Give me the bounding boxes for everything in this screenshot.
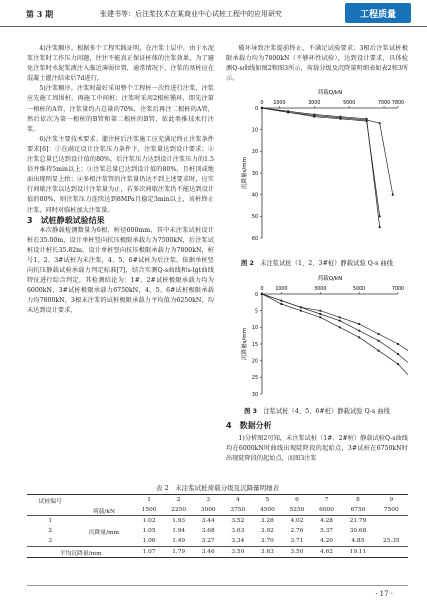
x-tick-label: 0 xyxy=(260,287,264,292)
data-point xyxy=(397,363,399,365)
paragraph: 5)注浆顺序。注浆时最好采用整个工程桩一次性进行注浆，注浆应先施工周围桩，再施工中间桩；注浆时采用2根桩循环，即先注第一根桩的A管，注浆量约占总量的70%，注浆后再注二根桩的A管，然后依次为第一根桩的B管和第二根桩的B管，依此类推技术行注浆。 xyxy=(27,85,214,133)
left-column xyxy=(27,44,214,317)
data-point xyxy=(379,122,381,124)
table-cell: 6750 xyxy=(341,505,374,516)
x-tick-label: 5000 xyxy=(353,287,366,292)
figure-3-chart xyxy=(226,272,408,400)
data-point xyxy=(319,316,321,318)
table-header xyxy=(73,495,134,506)
y-tick-label: 5 xyxy=(254,309,258,315)
data-point xyxy=(366,119,368,121)
table-cell: 3750 xyxy=(223,505,253,516)
y-tick-label: 0 xyxy=(254,106,258,112)
data-point xyxy=(377,350,379,352)
y-tick-label: 30 xyxy=(251,171,258,177)
x-tick-label: 3000 xyxy=(314,287,327,292)
x-tick-label: 1000 xyxy=(275,287,288,292)
table-cell: 2250 xyxy=(164,505,194,516)
y-tick-label: 50 xyxy=(251,215,258,221)
table-caption: 表 2 未注浆试桩荷载分级及沉降量明细表 xyxy=(155,484,280,492)
x-tick-label: 3000 xyxy=(308,101,321,106)
table-header: 4 xyxy=(223,495,253,506)
data-point xyxy=(313,114,315,116)
data-point xyxy=(379,226,381,228)
paragraph: 6)注浆主要技术要求。灌注桩后注浆施工应充满足终止注浆条件要求[6]：①在满足设计注浆压力条件下，注浆量达到设计要求；②注浆总量已达到设计值的80%，后注浆压力达到设计注浆压力的1.5倍并维持5min以上；③注浆总量已达到设计值的80%，且桩顶或地面出现明显上抬；④多根注浆管的注浆量仍达不到上述要求时，应实行间歇注浆以达到设计注浆量为止，若多次间歇注浆仍不能达到设计值的80%，则注浆压力连续达到8MPa且稳定3min以上，该桩终止注浆，同时对临桩加大注浆量。 xyxy=(27,135,214,214)
data-point xyxy=(377,333,379,335)
y-tick-label: 20 xyxy=(251,359,258,365)
y-tick-label: 10 xyxy=(251,326,258,332)
table-header: 试桩编号 xyxy=(27,495,73,506)
data-point xyxy=(339,316,341,318)
running-title: 张建书等：后注浆技术在某商业中心试桩工程中的应用研究 xyxy=(100,10,282,18)
data-point xyxy=(397,343,399,345)
section-heading: 4 数据分析 xyxy=(226,421,272,430)
table-cell: 3000 xyxy=(193,505,223,516)
series-line xyxy=(262,108,393,195)
data-point xyxy=(339,326,341,328)
table-row: 3 1.06 1.49 3.27 3.34 3.70 3.71 4.20 4.85 25.35 xyxy=(27,536,408,547)
data-table xyxy=(27,494,408,558)
data-point xyxy=(358,336,360,338)
series-line xyxy=(262,108,380,216)
table-cell: 7500 xyxy=(375,505,408,516)
y-tick-label: 40 xyxy=(251,193,258,199)
series-line xyxy=(262,294,408,381)
issue-number: 第 3 期 xyxy=(26,9,54,19)
table-cell: 5250 xyxy=(282,505,312,516)
figure-3-caption: 图 3 注浆试桩（4、5、6#桩）静载试验 Q-s 曲线 xyxy=(244,408,390,415)
table-cell: 6000 xyxy=(312,505,342,516)
paragraph: 本次静载检测数量为6根，桩径600mm，其中未注浆试桩设计桩长35.00m，设计单桩竖向抗压极限承载力为7500kN，后注浆试桩设计桩长35.82m，设计单桩竖向抗压极限承载力为7800kN，桩号1、2、3#试桩为未注浆，4、5、6#试桩为后注浆。依据单桩竖向抗压静载试验承载力判定标准[7]，结合实测Q-s曲线和s-lgt曲线特征进行综合判定，其检测结论为：1#、2#试桩极限承载力均为6000kN，3#试桩极限承载力6750kN，4、5、6#试桩极限承载力均7800kN，3根未注浆的试桩极限承载力平均值为6250kN，均未达到设计要求， xyxy=(27,226,214,315)
y-tick-label: 10 xyxy=(251,128,258,134)
x-tick-label: 0 xyxy=(260,101,264,106)
paragraph: 破坏导致注浆提前终止，不满足试验要求；3根后注浆试桩极限承载力均为7800kN（不够环性试验），达到设计要求，具体检测Q-s曲线如图2和图3所示，荷载分级及沉降量明细表如表2和3所示。 xyxy=(226,45,408,83)
paragraph: 4)注浆顺序。根据多个工程实践证明，在注浆土层中，由于水泥浆注浆时工作压力问题，往往不能真正保证桩体的注浆效果，为了避免注浆时水泥浆液注入临近薄弱位置，通常情况下，注浆的基桩应在混凝土灌注结束后7d进行。 xyxy=(27,45,214,83)
table-header: 3 xyxy=(193,495,223,506)
table-row: 2 沉降量/mm 1.05 1.94 3.68 3.63 3.92 2.76 5.37 30.68 xyxy=(48,528,367,536)
table-header: 1 xyxy=(134,495,164,506)
y-tick-label: 60 xyxy=(251,236,258,242)
data-point xyxy=(319,313,321,315)
series-line xyxy=(262,108,380,227)
table-cell: 1500 xyxy=(134,505,164,516)
x-tick-label: 7800 xyxy=(391,101,405,106)
data-point xyxy=(379,215,381,217)
x-axis-label: 荷载Q/kN xyxy=(317,90,343,96)
paragraph: 1)分析图2可知，未注浆试桩（1#、2#桩）静载试验Q-s曲线均在6000kN时曲线出现陡降段的起始点，3#试桩在6750kN时出现陡降段的起始点，而图3注浆 xyxy=(226,435,408,463)
table-row: 1 1.02 1.93 3.44 3.52 3.28 4.02 4.28 21.79 xyxy=(48,518,367,524)
table-cell: 4500 xyxy=(253,505,283,516)
data-point xyxy=(358,330,360,332)
data-point xyxy=(397,353,399,355)
x-tick-label: 7000 xyxy=(391,287,405,292)
y-tick-label: 25 xyxy=(251,376,258,382)
y-tick-label: 20 xyxy=(251,150,258,156)
series-line xyxy=(262,294,408,354)
data-point xyxy=(300,310,302,312)
y-tick-label: 0 xyxy=(254,292,258,298)
table-header: 7 xyxy=(312,495,342,506)
data-point xyxy=(280,303,282,305)
data-point xyxy=(358,323,360,325)
y-tick-label: 15 xyxy=(251,342,258,348)
x-tick-label: 1000 xyxy=(273,101,286,106)
data-point xyxy=(261,107,263,109)
data-point xyxy=(339,320,341,322)
x-tick-label: 7000 xyxy=(377,101,391,106)
table-header: 8 xyxy=(341,495,374,506)
table-row: 平均沉降量/mm 1.07 1.79 3.46 3.50 3.63 3.50 4.62 19.11 xyxy=(27,547,408,558)
x-tick-label: 5000 xyxy=(343,101,356,106)
page-number: · 17 · xyxy=(375,590,393,598)
y-axis-label: 沉降量s/mm xyxy=(242,157,248,189)
footer-rule xyxy=(27,585,408,586)
table-header: 荷载/kN xyxy=(73,505,134,516)
data-point xyxy=(392,194,394,196)
journal-logo: 工程质量 xyxy=(345,3,411,23)
data-point xyxy=(287,111,289,113)
section-heading: 3 试桩静载试验结果 xyxy=(27,215,105,225)
data-point xyxy=(300,306,302,308)
x-axis-label: 荷载Q/kN xyxy=(317,276,343,282)
page-header xyxy=(0,0,427,27)
table-header: 5 xyxy=(253,495,283,506)
y-tick-label: 30 xyxy=(251,392,258,398)
data-point xyxy=(339,117,341,119)
data-point xyxy=(377,340,379,342)
figure-2-chart xyxy=(226,86,408,246)
table-header: 9 xyxy=(375,495,408,506)
y-axis-label: 沉降量s/mm xyxy=(242,328,248,360)
data-point xyxy=(261,293,263,295)
data-point xyxy=(319,310,321,312)
table-header: 6 xyxy=(282,495,312,506)
figure-2-caption: 图 2 未注浆试桩（1、2、3#桩）静载试验 Q-s 曲线 xyxy=(241,260,393,267)
right-top-text xyxy=(226,44,408,84)
table-header: 2 xyxy=(164,495,194,506)
data-point xyxy=(280,300,282,302)
